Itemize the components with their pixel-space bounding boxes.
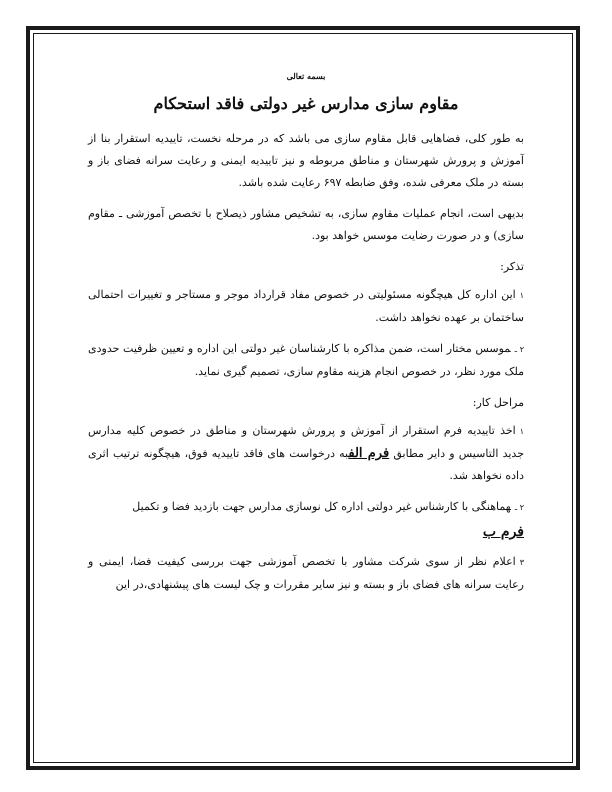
document-title: مقاوم سازی مدارس غیر دولتی فاقد استحکام bbox=[153, 94, 459, 113]
step-item-3-number: ۳ bbox=[519, 558, 524, 567]
form-be-label: فرم ب bbox=[482, 524, 524, 540]
step-item-1 bbox=[88, 420, 524, 487]
notes-heading: تذکر: bbox=[500, 260, 524, 273]
step-item-1-text-after: به درخواست های فاقد تاییدیه فوق، هیچگونه ترتیب اثری داده نخواهد شد. bbox=[88, 447, 524, 482]
step-item-1-text-before: اخذ تاییدیه فرم استقرار از آموزش و پرورش شهرستان و مناطق در خصوص کلیه مدارس جدید التاسیس و دایر مطابق bbox=[88, 424, 524, 460]
step-item-2-number: ۲ ـ bbox=[514, 503, 524, 512]
document-body bbox=[88, 68, 524, 596]
renovation-paragraph: بدیهی است، انجام عملیات مقاوم سازی، به تشخیص مشاور ذیصلاح با تخصص آموزشی ـ مقاوم سازی) و در صورت رضایت موسس خواهد بود. bbox=[88, 207, 524, 242]
intro-paragraph: به طور کلی، فضاهایی قابل مقاوم سازی می باشد که در مرحله نخست، تاییدیه استقرار بنا از آموزش و پرورش شهرستان و مناطق مربوطه و نیز تاییدیه ایمنی و رعایت سرانه فضای باز و بسته در ملک معرفی شده، وفق ضابطه ۶۹۷ رعایت شده باشد. bbox=[88, 132, 524, 189]
step-item-2-text: هماهنگی با کارشناس غیر دولتی اداره کل نوسازی مدارس جهت بازدید فضا و تکمیل bbox=[132, 500, 511, 513]
note-item-1 bbox=[88, 284, 524, 329]
step-item-1-number: ۱ bbox=[519, 427, 524, 436]
note-item-2-text: موسس مختار است، ضمن مذاکره با کارشناسان غیر دولتی این اداره و تعیین ظرفیت حدودی ملک مورد نظر، در خصوص انجام هزینه مقاوم سازی، تصمیم گیری نماید. bbox=[88, 342, 524, 378]
note-item-1-text: این اداره کل هیچگونه مسئولیتی در خصوص مفاد قرارداد موجر و مستاجر و تغییرات احتمالی ساختمان بر عهده نخواهد داشت. bbox=[88, 288, 524, 324]
note-item-2-number: ۲ ـ bbox=[514, 345, 525, 354]
note-item-1-number: ۱ bbox=[519, 291, 524, 300]
form-alef-label: فرم الف bbox=[348, 446, 390, 461]
step-item-2 bbox=[88, 496, 524, 519]
bismillah-heading: بسمه تعالی bbox=[286, 71, 326, 81]
step-item-3 bbox=[88, 551, 524, 596]
steps-heading: مراحل کار: bbox=[472, 396, 524, 409]
note-item-2 bbox=[88, 338, 524, 383]
step-item-3-text: اعلام نظر از سوی شرکت مشاور با تخصص آموزشی جهت بررسی کیفیت فضا، ایمنی و رعایت سرانه های فضای باز و بسته و نیز سایر مقررات و چک لیست های پیشنهادی،در این bbox=[88, 555, 524, 591]
